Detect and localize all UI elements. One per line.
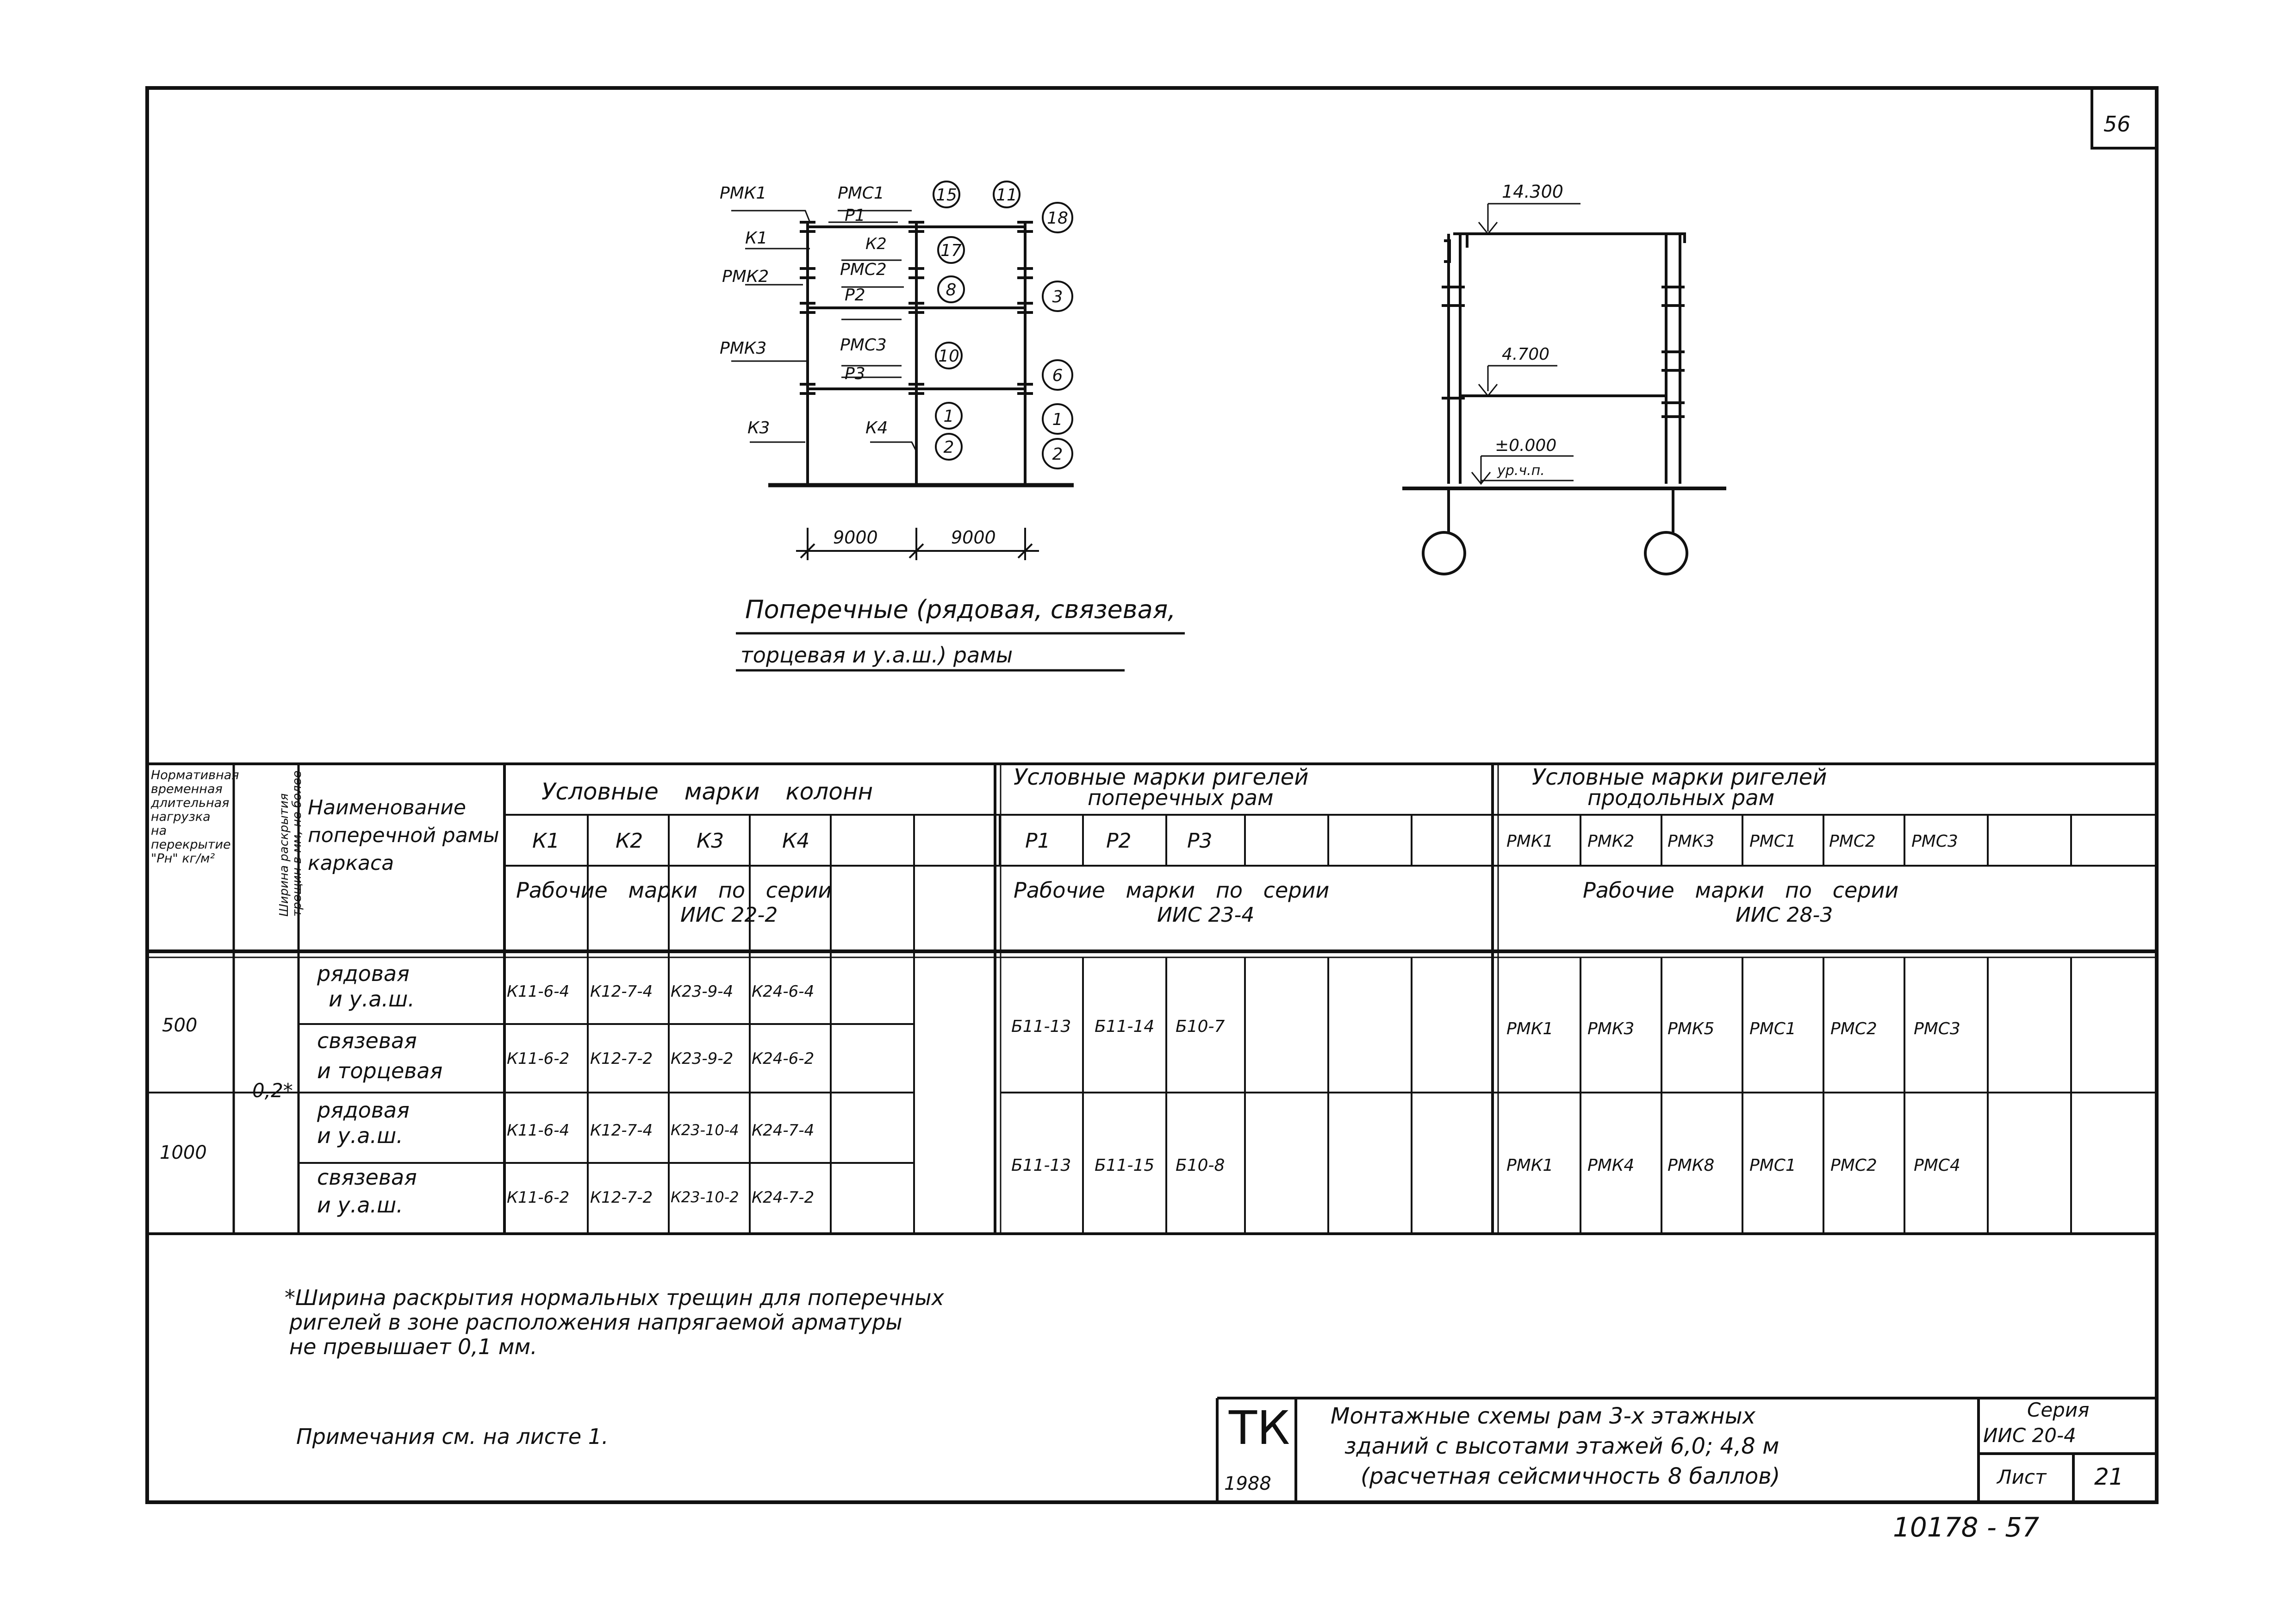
long-500-1: РМК1 [1506, 1019, 1554, 1038]
group-long-title: Условные марки ригелей [1532, 764, 1827, 790]
girders-series: Рабочие марки по серии [1014, 878, 1330, 903]
columns-series-2: ИИС 22-2 [680, 903, 778, 927]
label-k4: К4 [865, 418, 888, 437]
row1-k2: К12-7-4 [590, 982, 653, 1001]
callout-10: 10 [938, 347, 959, 366]
mark-rms3: РМС3 [1911, 832, 1958, 851]
row3-name: рядовая [317, 1098, 410, 1123]
row3-k1: К11-6-4 [507, 1121, 570, 1140]
row4-name-2: и у.а.ш. [317, 1193, 403, 1218]
mark-rmk3: РМК3 [1668, 832, 1715, 851]
org-year: 1988 [1224, 1473, 1271, 1494]
row2-k3: К23-9-2 [671, 1049, 734, 1068]
callout-18: 18 [1047, 209, 1068, 228]
cross-frame-diagram [731, 211, 1074, 560]
label-rms1: РМС1 [838, 184, 884, 203]
row2-name-2: и торцевая [317, 1058, 443, 1083]
title-line2: зданий с высотами этажей 6,0; 4,8 м [1344, 1433, 1780, 1459]
dimension-left: 9000 [833, 527, 878, 548]
long-500-2: РМК3 [1587, 1019, 1635, 1038]
label-k3: К3 [747, 418, 770, 437]
group-long-title-2: продольных рам [1587, 785, 1775, 810]
footnote-line2: ригелей в зоне расположения напрягаемой арматуры [289, 1310, 902, 1335]
row2-k4: К24-6-2 [752, 1049, 815, 1068]
callout-17: 17 [940, 241, 962, 260]
callout-2a: 2 [943, 438, 954, 457]
mark-k3: К3 [697, 829, 724, 853]
mark-p3: Р3 [1187, 829, 1213, 853]
long-500-6: РМС3 [1914, 1019, 1960, 1038]
mark-k4: К4 [782, 829, 810, 853]
long-series: Рабочие марки по серии [1583, 878, 1899, 903]
row2-k2: К12-7-2 [590, 1049, 653, 1068]
mark-p1: Р1 [1025, 829, 1051, 853]
label-p1: Р1 [845, 206, 865, 225]
mark-k2: К2 [616, 829, 643, 853]
row1-k3: К23-9-4 [671, 982, 734, 1001]
ground-level: ур.ч.п. [1497, 462, 1545, 479]
row4-name: связевая [317, 1165, 417, 1190]
girder-500-p3: Б10-7 [1176, 1017, 1225, 1036]
mark-rmk2: РМК2 [1587, 832, 1635, 851]
header-frame-name: Наименование поперечной рамы каркаса [308, 796, 499, 875]
long-1000-6: РМС4 [1914, 1156, 1960, 1175]
sheet-value: 21 [2094, 1463, 2124, 1490]
callout-1a: 1 [943, 407, 954, 426]
long-1000-1: РМК1 [1506, 1156, 1554, 1175]
callout-11: 11 [996, 186, 1017, 205]
row3-name-2: и у.а.ш. [317, 1123, 403, 1148]
title-line3: (расчетная сейсмичность 8 баллов) [1361, 1463, 1780, 1489]
girders-series-2: ИИС 23-4 [1157, 903, 1255, 927]
header-load: Нормативная временная длительная нагрузка на перекрытие "Рн" кг/м² [151, 768, 239, 866]
row3-k3: К23-10-4 [671, 1121, 739, 1139]
long-500-4: РМС1 [1749, 1019, 1796, 1038]
row4-k3: К23-10-2 [671, 1188, 739, 1206]
sheet-corner-number: 56 [2103, 112, 2131, 137]
row1-name-2: и у.а.ш. [329, 987, 415, 1012]
mark-p2: Р2 [1106, 829, 1132, 853]
elevation-top: 14.300 [1502, 181, 1563, 202]
row1-k1: К11-6-4 [507, 982, 570, 1001]
callout-15: 15 [936, 186, 957, 205]
row1-k4: К24-6-4 [752, 982, 815, 1001]
long-1000-2: РМК4 [1587, 1156, 1635, 1175]
load-1000: 1000 [160, 1142, 207, 1163]
crack-width: 0,2* [252, 1079, 293, 1102]
long-500-3: РМК5 [1668, 1019, 1715, 1038]
row4-k1: К11-6-2 [507, 1188, 570, 1207]
callout-8: 8 [946, 281, 957, 300]
row2-k1: К11-6-2 [507, 1049, 570, 1068]
row4-k2: К12-7-2 [590, 1188, 653, 1207]
label-k1: К1 [745, 229, 768, 248]
caption-line2: торцевая и у.а.ш.) рамы [740, 643, 1013, 668]
callout-6: 6 [1052, 366, 1063, 385]
mark-rmk1: РМК1 [1506, 832, 1554, 851]
label-rms2: РМС2 [840, 260, 887, 279]
elevation-mid: 4.700 [1502, 345, 1550, 364]
caption-line1: Поперечные (рядовая, связевая, [745, 595, 1176, 624]
title-line1: Монтажные схемы рам 3-х этажных [1331, 1403, 1756, 1429]
label-rmk1: РМК1 [720, 184, 767, 203]
row3-k2: К12-7-4 [590, 1121, 653, 1140]
long-1000-5: РМС2 [1830, 1156, 1877, 1175]
series-label: Серия [2027, 1399, 2090, 1421]
long-500-5: РМС2 [1830, 1019, 1877, 1038]
label-rmk2: РМК2 [722, 267, 769, 286]
label-p3: Р3 [845, 364, 865, 383]
row4-k4: К24-7-2 [752, 1188, 815, 1207]
header-crack: Ширина раскрытия трещин в мм, не более [277, 770, 304, 917]
group-girders-title-2: поперечных рам [1088, 785, 1274, 810]
label-p2: Р2 [845, 286, 865, 305]
long-1000-3: РМК8 [1668, 1156, 1715, 1175]
label-rms3: РМС3 [840, 336, 887, 355]
mark-rms2: РМС2 [1829, 832, 1876, 851]
label-rmk3: РМК3 [720, 339, 767, 358]
girder-1000-p1: Б11-13 [1011, 1156, 1071, 1175]
elevation-zero: ±0.000 [1495, 436, 1557, 455]
row2-name: связевая [317, 1028, 417, 1053]
dimension-right: 9000 [951, 527, 996, 548]
group-columns-title: Условные марки колонн [541, 778, 873, 805]
series-value: ИИС 20-4 [1983, 1424, 2076, 1447]
girder-500-p1: Б11-13 [1011, 1017, 1071, 1036]
load-500: 500 [162, 1015, 198, 1036]
footnote-line1: *Ширина раскрытия нормальных трещин для поперечных [285, 1285, 944, 1310]
callout-2b: 2 [1052, 445, 1063, 464]
girder-1000-p2: Б11-15 [1095, 1156, 1155, 1175]
scan-number: 10178 - 57 [1893, 1512, 2040, 1543]
girder-1000-p3: Б10-8 [1176, 1156, 1225, 1175]
mark-rms1: РМС1 [1749, 832, 1796, 851]
org-mark: ТК [1229, 1401, 1290, 1455]
row3-k4: К24-7-4 [752, 1121, 815, 1140]
mark-k1: К1 [532, 829, 560, 853]
long-1000-4: РМС1 [1749, 1156, 1796, 1175]
group-girders-title: Условные марки ригелей [1014, 764, 1309, 790]
label-k2: К2 [865, 235, 887, 253]
girder-500-p2: Б11-14 [1095, 1017, 1155, 1036]
long-series-2: ИИС 28-3 [1736, 903, 1833, 927]
callout-3: 3 [1052, 287, 1063, 306]
remark-note: Примечания см. на листе 1. [296, 1424, 609, 1449]
row1-name: рядовая [317, 961, 410, 986]
callout-1b: 1 [1052, 410, 1063, 429]
footnote-line3: не превышает 0,1 мм. [289, 1334, 537, 1359]
elevation-diagram [1402, 204, 1726, 574]
sheet-label: Лист [1997, 1466, 2047, 1488]
columns-series: Рабочие марки по серии [516, 878, 832, 903]
